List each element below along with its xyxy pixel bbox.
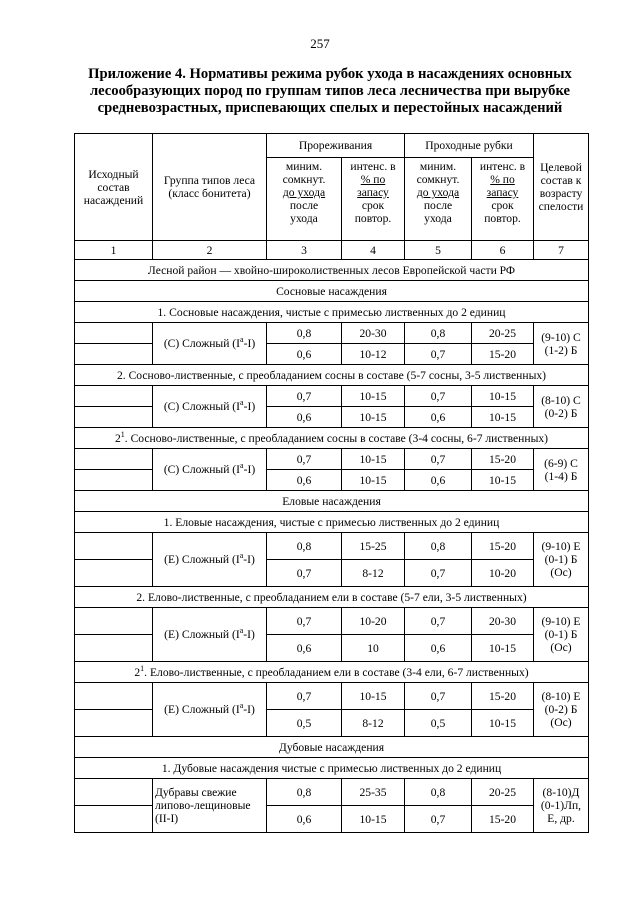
subgroup-title [75, 758, 589, 779]
target-composition-cell [534, 683, 589, 737]
target-composition-cell [534, 533, 589, 587]
target-composition-cell [534, 449, 589, 491]
forest-type-text: (Е) Сложный (I [164, 553, 240, 566]
subgroup-text: 1. Дубовые насаждения чистые с примесью лиственных до 2 единиц [161, 761, 502, 775]
initial-composition-cell [75, 323, 153, 344]
forest-region: Лесной район — хвойно-широколиственных лесов Европейской части РФ [75, 260, 589, 281]
passage-intensity-cell: 20-25 [472, 779, 534, 806]
target-composition-line: (0-1) Б [544, 628, 578, 641]
target-composition-line: (9-10) С [541, 330, 581, 344]
subgroup-text: . Елово-лиственные, с преобладанием ели в составе (3-4 ели, 6-7 лиственных) [144, 665, 529, 679]
target-composition-line: (6-9) С [544, 456, 578, 470]
passage-intensity-cell: 20-25 [472, 323, 534, 344]
initial-composition-cell [75, 635, 153, 662]
thinning-min-density-cell: 0,8 [267, 779, 342, 806]
thinning-min-density-cell: 0,7 [267, 608, 342, 635]
subgroup-title [75, 302, 589, 323]
target-composition-line: (0-1)Лп, [540, 799, 582, 812]
target-composition-cell [534, 608, 589, 662]
header-min-density-passage [405, 158, 472, 241]
forest-type-cell [153, 779, 267, 833]
region-row [75, 260, 589, 281]
data-row [75, 683, 589, 710]
thinning-intensity-cell: 10-15 [342, 683, 405, 710]
subgroup-text: 1. Еловые насаждения, чистые с примесью лиственных до 2 единиц [163, 515, 500, 529]
forest-type-text: (С) Сложный (I [163, 337, 241, 350]
forest-type-line: липово-лещиновые [155, 799, 251, 812]
passage-min-density-cell: 0,7 [405, 560, 472, 587]
target-composition-cell [534, 386, 589, 428]
header-target-composition: Целевой состав к возрасту спелости [534, 134, 589, 241]
column-number: 5 [405, 241, 472, 260]
initial-composition-cell [75, 470, 153, 491]
passage-intensity-cell: 15-20 [472, 683, 534, 710]
header-intensity-thinning [342, 158, 405, 241]
forest-type-cell [153, 683, 267, 737]
initial-composition-cell [75, 683, 153, 710]
target-composition-line: Е, др. [547, 812, 575, 825]
thinning-intensity-cell: 20-30 [342, 323, 405, 344]
header-line: до ухода [416, 186, 460, 199]
initial-composition-cell [75, 407, 153, 428]
header-line: сомкнут. [282, 173, 326, 186]
passage-intensity-cell: 10-20 [472, 560, 534, 587]
header-forest-group: Группа типов леса (класс бонитета) [153, 134, 267, 241]
header-line: интенс. в [479, 160, 526, 173]
header-line: после [289, 199, 319, 212]
passage-intensity-cell: 15-20 [472, 449, 534, 470]
header-line: до ухода [282, 186, 326, 199]
target-composition-line: (Ос) [550, 716, 572, 729]
initial-composition-cell [75, 779, 153, 806]
data-row [75, 449, 589, 470]
header-line: ухода [290, 212, 318, 225]
header-line: ухода [424, 212, 452, 225]
column-number: 2 [153, 241, 267, 260]
data-row [75, 635, 589, 662]
initial-composition-cell [75, 608, 153, 635]
forest-type-line: (II-I) [155, 812, 179, 825]
initial-composition-cell [75, 386, 153, 407]
subgroup-number: 2 [134, 665, 141, 679]
section-row [75, 281, 589, 302]
thinning-min-density-cell: 0,7 [267, 683, 342, 710]
thinning-min-density-cell: 0,8 [267, 323, 342, 344]
header-line: срок [491, 199, 514, 212]
thinning-min-density-cell: 0,7 [267, 449, 342, 470]
forest-type-index: а [240, 461, 244, 471]
target-composition-line: (8-10)Д [542, 786, 580, 799]
header-initial-composition: Исходный состав насаждений [75, 134, 153, 241]
section-title: Сосновые насаждения [75, 281, 589, 302]
thinning-min-density-cell: 0,5 [267, 710, 342, 737]
passage-min-density-cell: 0,8 [405, 323, 472, 344]
data-row [75, 386, 589, 407]
passage-min-density-cell: 0,7 [405, 608, 472, 635]
subgroup-number: 2 [114, 431, 121, 445]
forest-type-index: а [240, 335, 244, 345]
subgroup-text: 2. Елово-лиственные, с преобладанием ели в составе (5-7 ели, 3-5 лиственных) [136, 590, 527, 604]
thinning-intensity-cell: 25-35 [342, 779, 405, 806]
passage-min-density-cell: 0,5 [405, 710, 472, 737]
forest-type-line: Дубравы свежие [155, 786, 237, 799]
passage-min-density-cell: 0,7 [405, 806, 472, 833]
target-composition-line: (0-2) Б [544, 703, 578, 716]
passage-intensity-cell: 10-15 [472, 407, 534, 428]
header-line: срок [361, 199, 385, 212]
header-thinning: Прореживания [267, 134, 405, 158]
data-row [75, 608, 589, 635]
thinning-min-density-cell: 0,8 [267, 533, 342, 560]
target-composition-line: (9-10) Е [541, 615, 581, 628]
section-title: Еловые насаждения [75, 491, 589, 512]
data-row [75, 470, 589, 491]
header-line: % по [360, 173, 386, 186]
passage-min-density-cell: 0,7 [405, 386, 472, 407]
header-line: запасу [486, 186, 519, 199]
header-intensity-passage [472, 158, 534, 241]
subgroup-number-index: 1 [120, 429, 125, 439]
subgroup-row [75, 512, 589, 533]
page-number: 257 [310, 36, 330, 51]
passage-intensity-cell: 10-15 [472, 710, 534, 737]
subgroup-title [75, 428, 589, 449]
thinning-min-density-cell: 0,6 [267, 344, 342, 365]
header-line: % по [490, 173, 515, 186]
passage-min-density-cell: 0,6 [405, 470, 472, 491]
forest-type-text-end: -I) [243, 553, 255, 566]
target-composition-line: (0-1) Б [544, 553, 578, 566]
target-composition-cell [534, 323, 589, 365]
forest-type-cell [153, 449, 267, 491]
data-row [75, 533, 589, 560]
forest-type-text: (С) Сложный (I [163, 400, 241, 413]
forest-type-text: (Е) Сложный (I [164, 703, 240, 716]
passage-intensity-cell: 15-20 [472, 533, 534, 560]
forest-type-text-end: -I) [243, 400, 256, 413]
data-row [75, 344, 589, 365]
thinning-min-density-cell: 0,6 [267, 806, 342, 833]
header-line: интенс. в [350, 160, 396, 173]
subgroup-number-index: 1 [140, 663, 145, 673]
header-row [75, 134, 589, 158]
initial-composition-cell [75, 533, 153, 560]
target-composition-line: (Ос) [550, 566, 572, 579]
subgroup-row [75, 758, 589, 779]
thinning-intensity-cell: 10-15 [342, 806, 405, 833]
header-line: сомкнут. [416, 173, 460, 186]
data-row [75, 710, 589, 737]
section-title: Дубовые насаждения [75, 737, 589, 758]
passage-intensity-cell: 10-15 [472, 635, 534, 662]
forest-type-text: (С) Сложный (I [163, 463, 241, 476]
column-number: 7 [534, 241, 589, 260]
subgroup-row [75, 302, 589, 323]
initial-composition-cell [75, 806, 153, 833]
subgroup-title [75, 587, 589, 608]
data-row [75, 323, 589, 344]
header-line: повтор. [484, 212, 521, 225]
forest-type-cell [153, 533, 267, 587]
passage-min-density-cell: 0,6 [405, 635, 472, 662]
data-row [75, 407, 589, 428]
forest-type-text-end: -I) [243, 463, 256, 476]
data-row [75, 806, 589, 833]
subgroup-row [75, 587, 589, 608]
passage-intensity-cell: 10-15 [472, 470, 534, 491]
section-row [75, 737, 589, 758]
header-line: повтор. [354, 212, 392, 225]
subgroup-row [75, 428, 589, 449]
target-composition-line: (1-4) Б [544, 469, 578, 483]
thinning-min-density-cell: 0,7 [267, 560, 342, 587]
thinning-intensity-cell: 10-20 [342, 608, 405, 635]
subgroup-title [75, 365, 589, 386]
target-composition-line: (Ос) [550, 641, 572, 654]
initial-composition-cell [75, 449, 153, 470]
target-composition-line: (0-2) Б [544, 406, 578, 420]
header-line: запасу [357, 186, 389, 199]
passage-min-density-cell: 0,8 [405, 779, 472, 806]
section-row [75, 491, 589, 512]
column-number: 1 [75, 241, 153, 260]
forest-type-text-end: -I) [243, 628, 255, 641]
passage-min-density-cell: 0,7 [405, 449, 472, 470]
forest-type-text-end: -I) [243, 703, 255, 716]
thinning-min-density-cell: 0,6 [267, 470, 342, 491]
forest-type-index: а [240, 398, 244, 408]
forest-type-index: а [239, 551, 244, 561]
forest-type-index: а [239, 701, 244, 711]
thinning-intensity-cell: 10-15 [342, 386, 405, 407]
forest-type-text-end: -I) [243, 337, 256, 350]
document-title: Приложение 4. Нормативы режима рубок ухода в насаждениях основных лесообразующих пород по группам типов леса лесничества при вырубке средневозрастных, приспевающих спелых и перестойных насаждений [88, 66, 572, 116]
subgroup-row [75, 365, 589, 386]
forest-type-cell [153, 323, 267, 365]
data-row [75, 779, 589, 806]
subgroup-title [75, 662, 589, 683]
column-number: 3 [267, 241, 342, 260]
target-composition-line: (9-10) Е [541, 540, 581, 553]
header-line: после [423, 199, 453, 212]
target-composition-line: (8-10) С [541, 393, 581, 407]
subgroup-row [75, 662, 589, 683]
passage-intensity-cell: 15-20 [472, 806, 534, 833]
subgroup-text: 1. Сосновые насаждения, чистые с примесью лиственных до 2 единиц [157, 305, 506, 319]
forest-type-cell [153, 386, 267, 428]
thinning-intensity-cell: 10-15 [342, 449, 405, 470]
data-row [75, 560, 589, 587]
passage-intensity-cell: 10-15 [472, 386, 534, 407]
passage-min-density-cell: 0,7 [405, 344, 472, 365]
passage-min-density-cell: 0,7 [405, 683, 472, 710]
subgroup-title [75, 512, 589, 533]
thinning-intensity-cell: 15-25 [342, 533, 405, 560]
column-number: 6 [472, 241, 534, 260]
initial-composition-cell [75, 710, 153, 737]
column-number: 4 [342, 241, 405, 260]
header-line: миним. [285, 160, 323, 173]
passage-min-density-cell: 0,6 [405, 407, 472, 428]
thinning-intensity-cell: 10-15 [342, 470, 405, 491]
forest-type-cell [153, 608, 267, 662]
forest-type-text: (Е) Сложный (I [164, 628, 240, 641]
thinning-intensity-cell: 8-12 [342, 560, 405, 587]
column-number-row [75, 241, 589, 260]
header-min-density-thinning [267, 158, 342, 241]
thinning-min-density-cell: 0,7 [267, 386, 342, 407]
passage-intensity-cell: 20-30 [472, 608, 534, 635]
target-composition-line: (1-2) Б [544, 343, 578, 357]
thinning-min-density-cell: 0,6 [267, 407, 342, 428]
thinning-intensity-cell: 10 [342, 635, 405, 662]
passage-intensity-cell: 15-20 [472, 344, 534, 365]
header-passage-cuttings: Проходные рубки [405, 134, 534, 158]
thinning-min-density-cell: 0,6 [267, 635, 342, 662]
norms-table [74, 133, 589, 833]
target-composition-cell [534, 779, 589, 833]
thinning-intensity-cell: 10-12 [342, 344, 405, 365]
passage-min-density-cell: 0,8 [405, 533, 472, 560]
thinning-intensity-cell: 10-15 [342, 407, 405, 428]
subgroup-text: . Сосново-лиственные, с преобладанием сосны в составе (3-4 сосны, 6-7 лиственных) [124, 431, 549, 445]
subgroup-text: 2. Сосново-лиственные, с преобладанием сосны в составе (5-7 сосны, 3-5 лиственных) [116, 368, 547, 382]
header-line: миним. [419, 160, 457, 173]
target-composition-line: (8-10) Е [541, 690, 581, 703]
initial-composition-cell [75, 344, 153, 365]
initial-composition-cell [75, 560, 153, 587]
forest-type-index: а [239, 626, 244, 636]
thinning-intensity-cell: 8-12 [342, 710, 405, 737]
